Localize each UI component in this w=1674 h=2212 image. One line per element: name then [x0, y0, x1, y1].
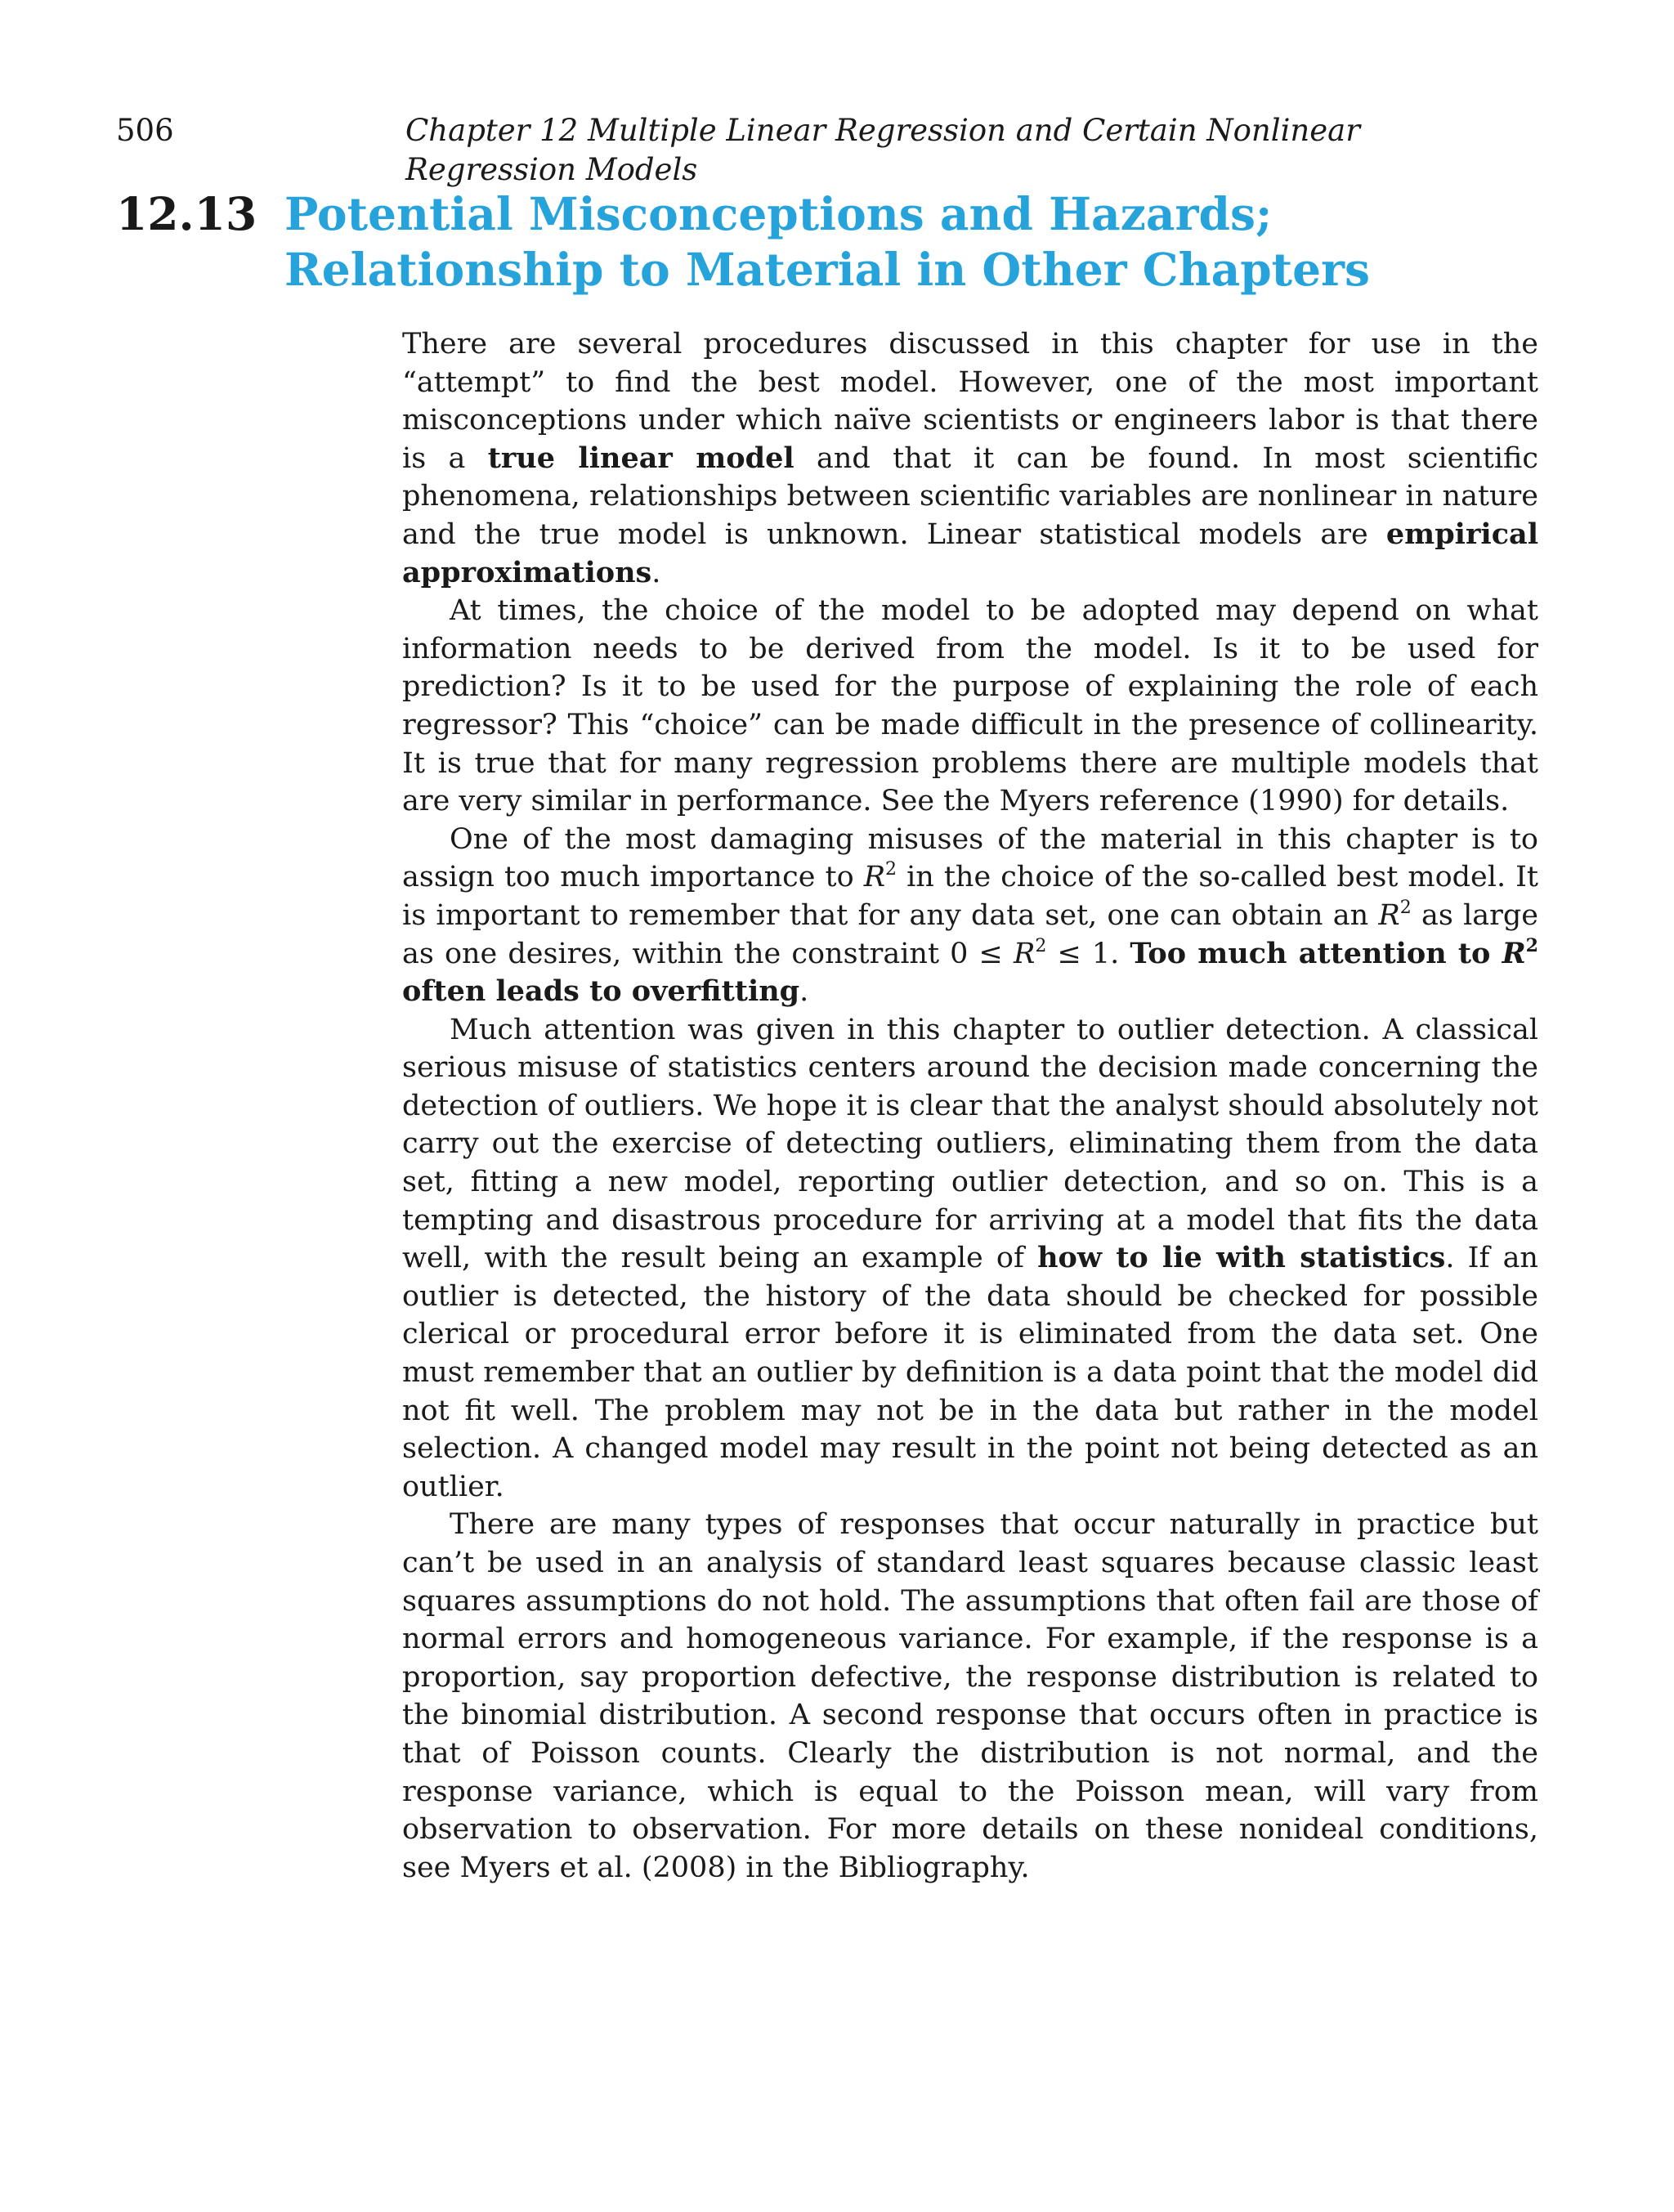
p4-bold-how-to-lie: how to lie with statistics — [1037, 1241, 1446, 1275]
p3-text-a: One of the most damaging misuses of the material in this chapter is to assign too much importance to — [402, 822, 1538, 894]
p3-r-exponent: 2 — [1035, 935, 1047, 956]
p4-text-c: . If an outlier is detected, the history of the data should be checked for possible clerical or procedural error before it is eliminated from the data set. One must remember that an outlier by definition is a data point that the model did not fit well. The problem may not be in the data but rather in the model selection. A changed model may result in the point not being detected as an outlier. — [402, 1242, 1538, 1503]
p3-text-d: ≤ 1. — [1046, 937, 1130, 970]
p3-r-symbol: R — [1378, 898, 1400, 932]
paragraph-4 — [402, 1011, 1538, 1507]
running-head: Chapter 12 Multiple Linear Regression and Certain Nonlinear Regression Models — [405, 113, 1360, 187]
p4-text-a: Much attention was given in this chapter to outlier detection. A classical serious misuse of statistics centers around the decision made concerning the detection of outliers. We hope it is clear that the analyst should absolutely not carry out the exercise of detecting outliers, eliminating them from the data set, fitting a new model, reporting outlier detection, and so on. This is a tempting and disastrous procedure for arriving at a model that fits the data well, with the result being an example of — [402, 1013, 1538, 1275]
p3-bold-text-e: Too much attention to — [1130, 936, 1502, 970]
paragraph-2: At times, the choice of the model to be adopted may depend on what information needs to be derived from the model. Is it to be used for prediction? Is it to be used for the purpose of explaining the role of each regressor? This “choice” can be made difficult in the presence of collinearity. It is true that for many regression problems there are multiple models that are very similar in performance. See the Myers reference (1990) for details. — [402, 594, 1538, 818]
p1-bold-true-linear-model: true linear model — [487, 441, 794, 475]
p3-text-c: as large as one desires, within the constraint 0 ≤ — [402, 898, 1538, 970]
p3-r-symbol: R — [1013, 937, 1036, 970]
section-title-line-2: Relationship to Material in Other Chapters — [284, 243, 1371, 296]
p1-text-a: There are several procedures discussed in this chapter for use in the “attempt” to find the best model. However, one of the most important misconceptions under which naïve scientists or engineers labor is that there is a — [402, 328, 1538, 475]
p1-text-c: and that it can be found. In most scientific phenomena, relationships between scientific variables are nonlinear in nature and the true model is unknown. Linear statistical models are — [402, 441, 1538, 551]
p3-text-b: in the choice of the so-called best model. It is important to remember that for any data set, one can obtain an — [402, 861, 1539, 932]
p1-bold-empirical-approximations: empirical approximations — [402, 517, 1538, 589]
p3-bold-text-f: often leads to overfitting — [402, 974, 800, 1009]
p3-text-g: . — [799, 975, 809, 1009]
p3-r-exponent: 2 — [1399, 897, 1412, 918]
p3-r-exponent: 2 — [885, 859, 897, 880]
section-title-line-1: Potential Misconceptions and Hazards; — [284, 187, 1273, 240]
p1-text-e: . — [651, 556, 661, 589]
page-number: 506 — [116, 113, 174, 148]
p3-r-exponent: 2 — [1525, 934, 1538, 956]
paragraph-3 — [402, 821, 1538, 1011]
body-text — [402, 325, 1538, 1887]
section-title — [284, 186, 1511, 298]
p3-r-symbol: R — [863, 861, 886, 894]
section-number: 12.13 — [116, 187, 257, 240]
p3-r-symbol: R — [1502, 936, 1526, 970]
paragraph-5: There are many types of responses that occur naturally in practice but can’t be used in an analysis of standard least squares because classic least squares assumptions do not hold. The assumptions that often fail are those of normal errors and homogeneous variance. For example, if the response is a proportion, say proportion defective, the response distribution is related to the binomial distribution. A second response that occurs often in practice is that of Poisson counts. Clearly the distribution is not normal, and the response variance, which is equal to the Poisson mean, will vary from observation to observation. For more details on these nonideal conditions, see Myers et al. (2008) in the Bibliography. — [402, 1508, 1538, 1884]
paragraph-1 — [402, 325, 1538, 592]
